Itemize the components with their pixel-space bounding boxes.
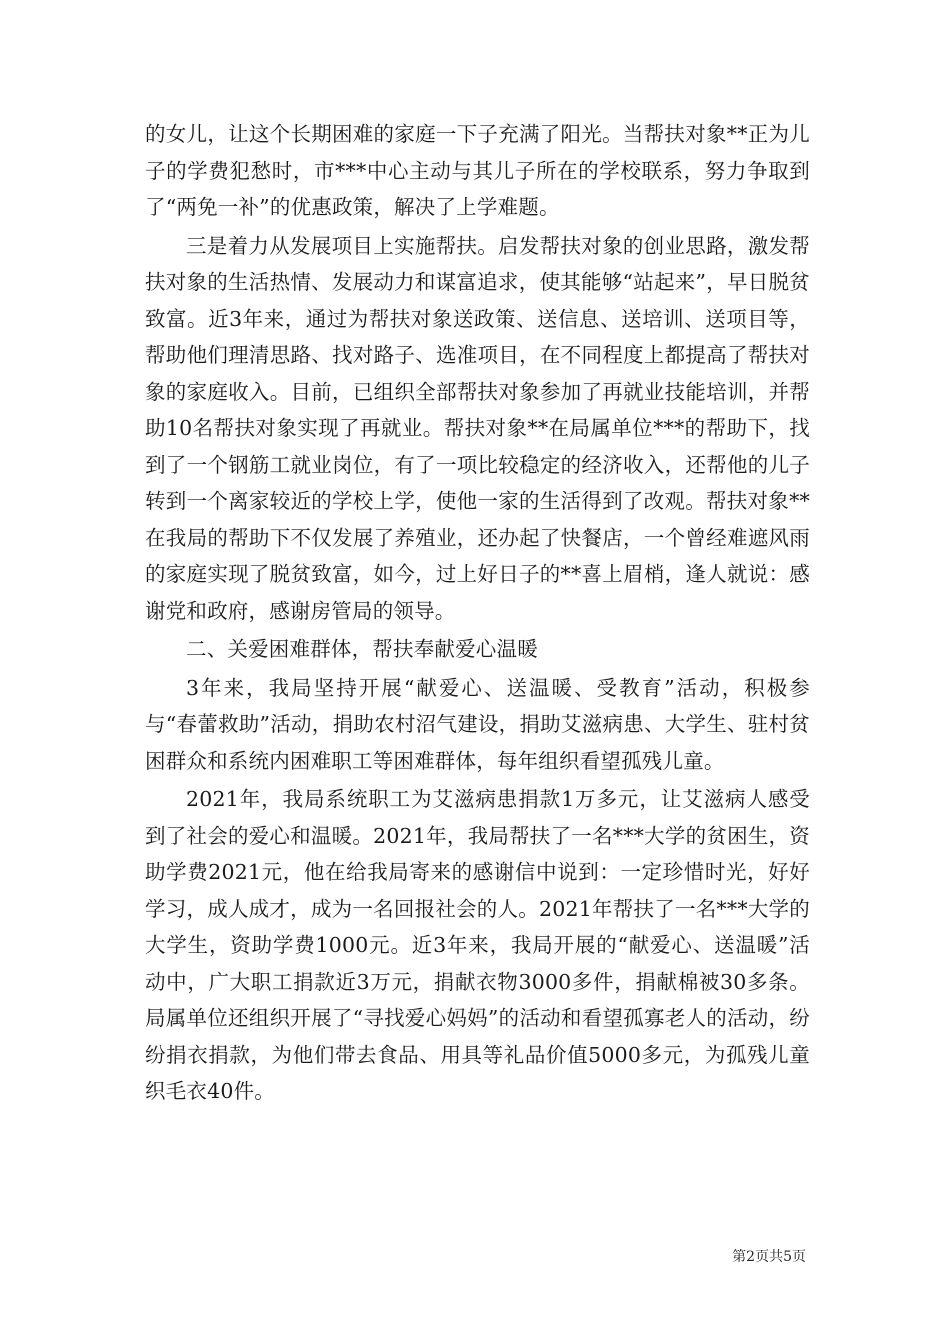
document-body [145, 116, 810, 1110]
paragraph-donations: 2021年，我局系统职工为艾滋病患捐款1万多元，让艾滋病人感受到了社会的爱心和温暖。2021年，我局帮扶了一名***大学的贫困生，资助学费2021元，他在给我局寄来的感谢信中说到：一定珍惜时光，好好学习，成人成才，成为一名回报社会的人。2021年帮扶了一名***大学的大学生，资助学费1000元。近3年来，我局开展的“献爱心、送温暖”活动中，广大职工捐款近3万元，捐献衣物3000多件，捐献棉被30多条。局属单位还组织开展了“寻找爱心妈妈”的活动和看望孤寡老人的活动，纷纷捐衣捐款，为他们带去食品、用具等礼品价值5000多元，为孤残儿童织毛衣40件。 [145, 787, 810, 1103]
paragraph-continuation: 的女儿，让这个长期困难的家庭一下子充满了阳光。当帮扶对象**正为儿子的学费犯愁时，市***中心主动与其儿子所在的学校联系，努力争取到了“两免一补”的优惠政策，解决了上学难题。 [145, 122, 810, 219]
page-number-footer: 第2页共5页 [732, 1249, 806, 1265]
paragraph-activities: 3年来，我局坚持开展“献爱心、送温暖、受教育”活动，积极参与“春蕾救助”活动，捐助农村沼气建设，捐助艾滋病患、大学生、驻村贫困群众和系统内困难职工等困难群体，每年组织看望孤残儿童。 [145, 675, 810, 773]
paragraph-project-assistance: 三是着力从发展项目上实施帮扶。启发帮扶对象的创业思路，激发帮扶对象的生活热情、发展动力和谋富追求，使其能够“站起来”，早日脱贫致富。近3年来，通过为帮扶对象送政策、送信息、送培训、送项目等，帮助他们理清思路、找对路子、选准项目，在不同程度上都提高了帮扶对象的家庭收入。目前，已组织全部帮扶对象参加了再就业技能培训，并帮助10名帮扶对象实现了再就业。帮扶对象**在局属单位***的帮助下，找到了一个钢筋工就业岗位，有了一项比较稳定的经济收入，还帮他的儿子转到一个离家较近的学校上学，使他一家的生活得到了改观。帮扶对象**在我局的帮助下不仅发展了养殖业，还办起了快餐店，一个曾经难遮风雨的家庭实现了脱贫致富，如今，过上好日子的**喜上眉梢，逢人就说：感谢党和政府，感谢房管局的领导。 [145, 233, 810, 623]
section-heading-care-groups: 二、关爱困难群体，帮扶奉献爱心温暖 [186, 637, 538, 661]
